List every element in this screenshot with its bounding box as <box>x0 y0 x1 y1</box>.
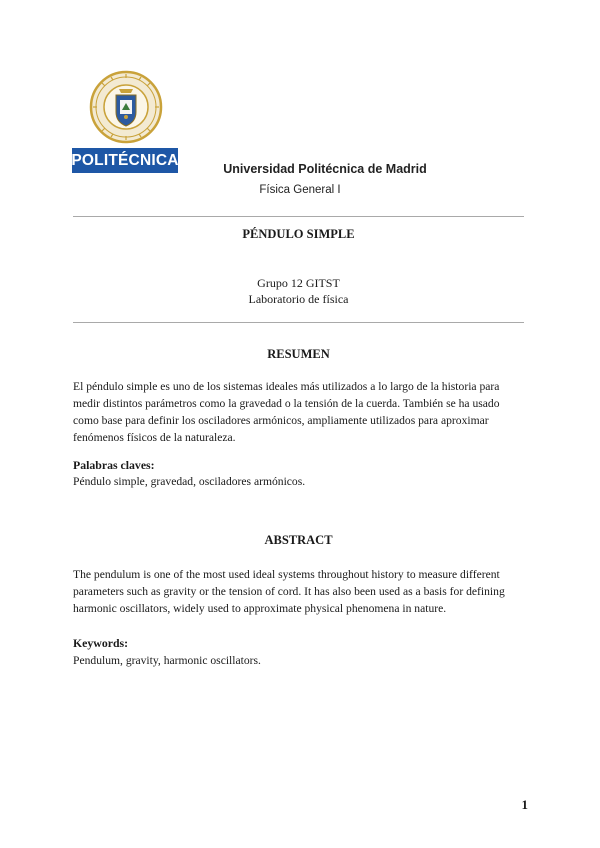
divider <box>73 322 524 323</box>
text-line: medir distintos parámetros como la gravedad o la tensión de la cuerda. También se ha usado <box>73 397 500 410</box>
page-number: 1 <box>521 797 528 812</box>
upm-logo <box>72 70 178 174</box>
document-title: PÉNDULO SIMPLE <box>242 227 355 241</box>
text-line: harmonic oscillators, widely used to approximate physical phenomena in nature. <box>73 602 447 615</box>
palabras-claves-heading: Palabras claves: <box>73 458 155 472</box>
logo-wordmark: POLITÉCNICA <box>72 148 178 173</box>
university-seal-icon <box>89 70 163 144</box>
divider <box>73 216 524 217</box>
palabras-claves-text: Péndulo simple, gravedad, osciladores armónicos. <box>73 475 306 488</box>
keywords-heading: Keywords: <box>73 636 129 650</box>
text-line: como base para definir los osciladores armónicos, ampliamente utilizados para aproximar <box>73 414 489 427</box>
lab-label: Laboratorio de física <box>248 292 349 306</box>
text-line: El péndulo simple es uno de los sistemas ideales más utilizados a lo largo de la historia para <box>73 380 500 393</box>
abstract-heading: ABSTRACT <box>264 533 333 547</box>
abstract-paragraph <box>73 566 531 617</box>
resumen-paragraph <box>73 378 531 446</box>
keywords-text: Pendulum, gravity, harmonic oscillators. <box>73 654 261 667</box>
group-label: Grupo 12 GITST <box>257 276 340 290</box>
text-line: The pendulum is one of the most used ideal systems throughout history to measure different <box>73 568 500 581</box>
text-line: fenómenos físicos de la naturaleza. <box>73 431 236 444</box>
resumen-heading: RESUMEN <box>267 347 330 361</box>
course-name: Física General I <box>259 184 341 196</box>
university-name: Universidad Politécnica de Madrid <box>223 162 427 176</box>
text-line: parameters such as gravity or the tension of cord. It has also been used as a basis for defining <box>73 585 505 598</box>
